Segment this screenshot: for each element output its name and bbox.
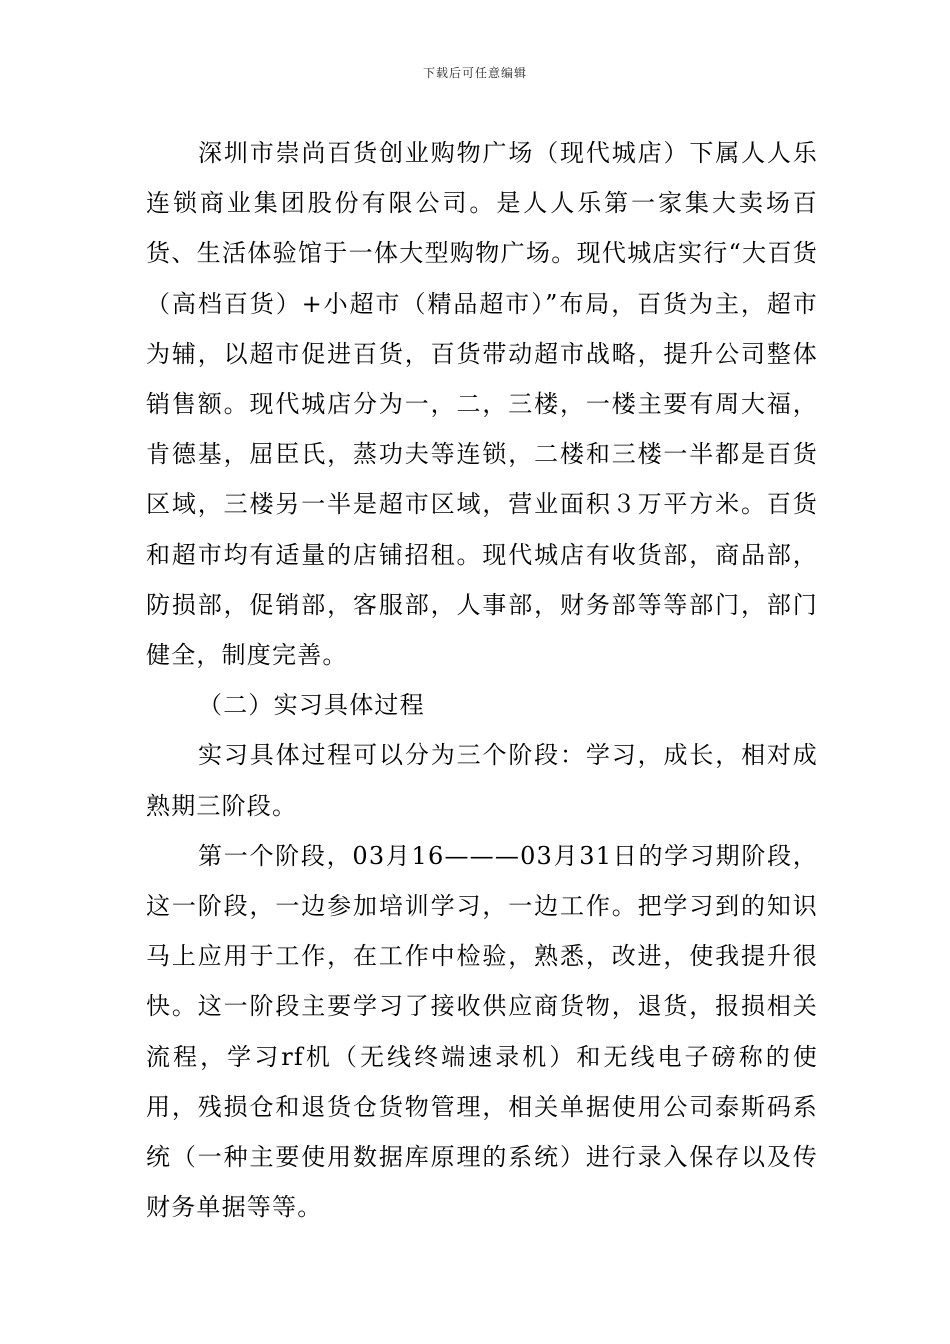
paragraph-first-stage: 第一个阶段，03月16———03月31日的学习期阶段，这一阶段，一边参加培训学习，一边工作。把学习到的知识马上应用于工作，在工作中检验，熟悉，改进，使我提升很快。这一阶段主要学习了接收供应商货物，退货，报损相关流程，学习rf机（无线终端速录机）和无线电子磅称的使用，残损仓和退货仓货物管理，相关单据使用公司泰斯码系统（一种主要使用数据库原理的系统）进行录入保存以及传财务单据等等。: [146, 841, 818, 1222]
document-body: [146, 128, 818, 1232]
paragraph-store-intro: 深圳市崇尚百货创业购物广场（现代城店）下属人人乐连锁商业集团股份有限公司。是人人乐第一家集大卖场百货、生活体验馆于一体大型购物广场。现代城店实行“大百货（高档百货）+小超市（精品超市）”布局，百货为主，超市为辅，以超市促进百货，百货带动超市战略，提升公司整体销售额。现代城店分为一，二，三楼，一楼主要有周大福，肯德基，屈臣氏，蒸功夫等连锁，二楼和三楼一半都是百货区域，三楼另一半是超市区域，营业面积３万平方米。百货和超市均有适量的店铺招租。现代城店有收货部，商品部，防损部，促销部，客服部，人事部，财务部等等部门，部门健全，制度完善。: [146, 139, 818, 670]
section-heading-internship-process: （二）实习具体过程: [198, 691, 425, 720]
paragraph-stages-overview: 实习具体过程可以分为三个阶段：学习，成长，相对成熟期三阶段。: [146, 741, 818, 820]
page-header-note: 下载后可任意编辑: [422, 66, 527, 80]
